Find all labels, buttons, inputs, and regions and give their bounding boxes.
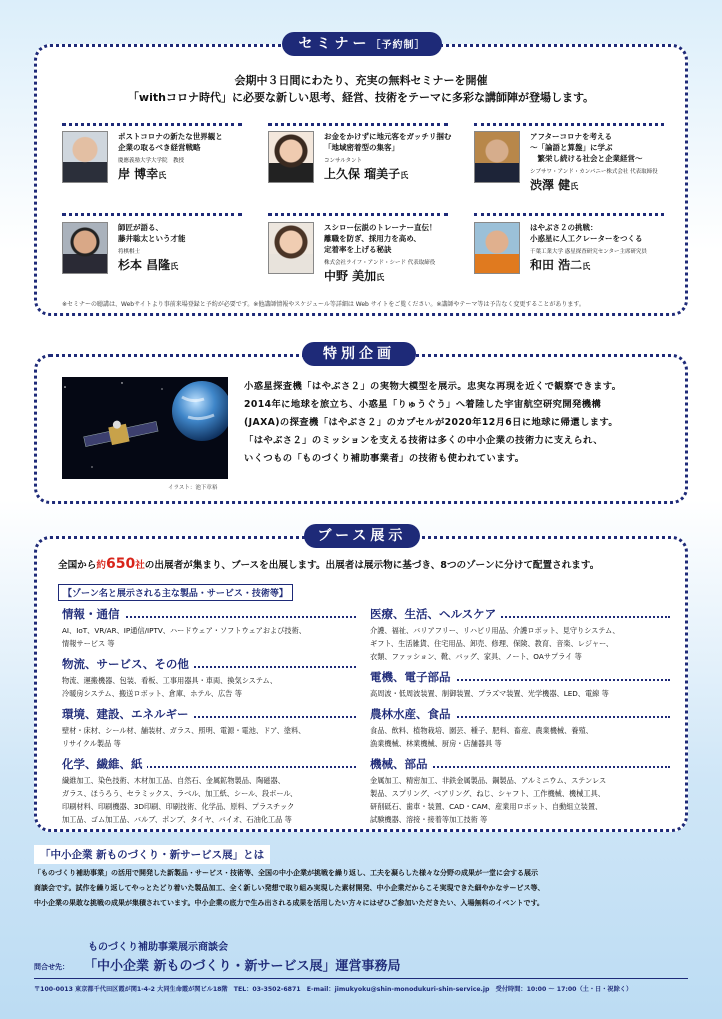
hayabusa-illustration (62, 377, 228, 479)
zone-heading: 農林水産、食品 (370, 706, 670, 724)
zone-heading: 情報・通信 (62, 606, 356, 624)
speaker-card (268, 222, 468, 297)
speaker-divider (268, 213, 448, 216)
speaker-name: 上久保 瑠美子 (324, 167, 401, 181)
speaker-topic: 師匠が語る、 藤井聡太という才能 (118, 223, 186, 243)
speaker-suffix: 氏 (158, 171, 167, 180)
zones-right-column (370, 606, 670, 832)
speaker-card (474, 131, 684, 206)
zone-items: 高周波・低周波装置、制御装置、プラズマ装置、光学機器、LED、電線 等 (370, 689, 609, 698)
footer-divider (34, 978, 688, 979)
speaker-topic: スシロー伝説のトレーナー直伝！ 離職を防ぎ、採用力を高め、 定着率を上げる秘訣 (324, 223, 437, 254)
special-body: 小惑星探査機「はやぶさ２」の実物大模型を展示。忠実な再現を近くで観察できます。 2014年に地球を旅立ち、小惑星「りゅうぐう」へ着陸した宇宙航空研究開発機構 (JAXA)の探査機「はやぶさ２」のカプセルが2020年12月6日に地球に帰還します。 「はやぶさ２」のミッションを支える技術は多くの中小企業の技術力に支えられ、 いくつもの「ものづくり補助事業者」の技術も使われています。 (244, 381, 622, 464)
zone-heading: 機械、部品 (370, 756, 670, 774)
speaker-affiliation: 株式会社ライフ・アンド・シード 代表取締役 (324, 260, 436, 266)
zone-items: 壁材・床材、シール材、舗装材、ガラス、照明、電源・電池、ドア、塗料、 リサイクル製品 等 (62, 726, 306, 748)
speaker-divider (62, 123, 242, 126)
seminar-tag (282, 32, 442, 56)
zone-items: AI、IoT、VR/AR、IP通信/IPTV、ハードウェア・ソフトウェアおよび技術、 情報サービス 等 (62, 626, 306, 648)
zone-items: 繊維加工、染色技術、木材加工品、自然石、金属鉱物製品、陶磁器、 ガラス、ほうろう、セラミックス、ラベル、加工紙、シール、段ボール、 印刷材料、印刷機器、3D印刷、印刷技術、化学品、原料、プラスチック 加工品、ゴム加工品、バルブ、ポンプ、タイヤ、バイオ、石油化工品 等 (62, 776, 298, 824)
special-tag: 特別企画 (302, 342, 416, 366)
speaker-affiliation: 将棋棋士 (118, 249, 141, 255)
contact-label: 問合せ先： (34, 963, 69, 971)
speaker-suffix: 氏 (582, 262, 591, 271)
speaker-affiliation: シブサワ・アンド・カンパニー株式会社 代表取締役 (530, 169, 658, 175)
speaker-name: 中野 美加 (324, 269, 377, 283)
exhibitor-count: 650 (105, 556, 136, 572)
speaker-card (62, 131, 262, 206)
zone-items: 物流、運搬機器、包装、看板、工事用器具・車両、換気システム、 冷暖房システム、搬送ロボット、倉庫、ホテル、広告 等 (62, 676, 278, 698)
spacecraft-icon (82, 413, 159, 451)
speaker-name: 渋澤 健 (530, 178, 571, 192)
speaker-photo (268, 131, 314, 183)
zone-heading: 化学、繊維、紙 (62, 756, 356, 774)
speaker-card (474, 222, 684, 297)
speaker-suffix: 氏 (400, 171, 409, 180)
speaker-name: 岸 博幸 (118, 167, 159, 181)
speaker-topic: お金をかけずに地元客をガッチリ掴む 「地域密着型の集客」 (324, 132, 452, 152)
speaker-suffix: 氏 (170, 262, 179, 271)
seminar-note: ※セミナーの聴講は、Webサイトより事前来場登録と予約が必要です。※他講師情報やスケジュール等詳細は Web サイトをご覧ください。※講師やテーマ等は予告なく変更することがあります。 (62, 301, 585, 308)
speaker-card (62, 222, 262, 297)
earth-icon (172, 381, 228, 441)
seminar-intro (0, 72, 722, 106)
speaker-affiliation: コンサルタント (324, 158, 363, 164)
contact-address: 〒100-0013 東京都千代田区霞が関1-4-2 大同生命霞が関ビル18階 TEL：03-3502-6871 E-mail：jimukyoku@shin-monodukuri-shin-service.jp 受付時間：10:00 〜 17:00（土・日・祝除く） (34, 986, 633, 993)
booth-intro (58, 556, 688, 572)
speaker-card (268, 131, 468, 206)
speaker-suffix: 氏 (376, 273, 385, 282)
booth-tag: ブース展示 (304, 524, 420, 548)
speaker-divider (268, 123, 448, 126)
zone-heading: 環境、建設、エネルギー (62, 706, 356, 724)
booth-intro-suffix: の出展者が集まり、ブースを出展します。出展者は展示物に基づき、8つのゾーンに分けて配置されます。 (144, 560, 600, 571)
speaker-topic: ポストコロナの新たな世界観と 企業の取るべき経営戦略 (118, 132, 223, 152)
zone-heading: 医療、生活、ヘルスケア (370, 606, 670, 624)
speaker-affiliation: 慶應義塾大学大学院 教授 (118, 158, 185, 164)
about-body: 「ものづくり補助事業」の活用で開発した新製品・サービス・技術等、全国の中小企業が挑戦を繰り返し、工夫を凝らした様々な分野の成果が一堂に会する展示 商談会です。試作を繰り返してやっとたどり着いた製品加工、全く新しい発想で取り組み実現した素材開発、中小企業だからこそ実現できた細やかなサービス等、 中小企業の果敢な挑戦の成果が集積されています。中小企業の底力で生み出される成果を活用したい方々にはぜひご参加いただきたい、入場無料のイベントです。 (34, 869, 545, 907)
zone-items: 金属加工、精密加工、非鉄金属製品、鋼製品、アルミニウム、ステンレス 製品、スプリング、ベアリング、ねじ、シャフト、工作機械、機械工具、 研削砥石、歯車・装置、CAD・CAM、産業用ロボット、自動組立装置、 試験機器、溶接・接着等加工技術 等 (370, 776, 607, 824)
illustration-caption: イラスト：池下章裕 (168, 485, 218, 491)
space-scene (62, 377, 228, 479)
speaker-photo (62, 131, 108, 183)
booth-intro-prefix: 全国から (58, 560, 97, 571)
speaker-photo (268, 222, 314, 274)
speaker-name: 杉本 昌隆 (118, 258, 171, 272)
speaker-photo (62, 222, 108, 274)
contact-org: ものづくり補助事業展示商談会 (88, 942, 228, 953)
seminar-tag-sub: ［予約制］ (370, 40, 426, 51)
speaker-photo (474, 222, 520, 274)
zone-heading: 物流、サービス、その他 (62, 656, 356, 674)
zones-header: 【ゾーン名と展示される主な製品・サービス・技術等】 (58, 584, 293, 601)
speaker-divider (474, 213, 664, 216)
zone-items: 介護、福祉、バリアフリー、リハビリ用品、介護ロボット、見守りシステム、 ギフト、生活雑貨、住宅用品、卸売、修理、保険、教育、音楽、レジャー、 衣類、ファッション、靴、バッグ、家具、ノート、OAサプライ 等 (370, 626, 620, 661)
zone-items: 食品、飲料、植物栽培、園芸、種子、肥料、畜産、農業機械、養殖、 漁業機械、林業機械、厨房・店舗器具 等 (370, 726, 593, 748)
seminar-intro-line1: 会期中３日間にわたり、充実の無料セミナーを開催 (234, 74, 488, 87)
contact-office: 「中小企業 新ものづくり・新サービス展」運営事務局 (84, 959, 401, 974)
seminar-tag-main: セミナー (298, 36, 371, 52)
speaker-topic: はやぶさ２の挑戦： 小惑星に人工クレーターをつくる (530, 223, 643, 243)
speaker-divider (474, 123, 664, 126)
zone-heading: 電機、電子部品 (370, 669, 670, 687)
about-title: 「中小企業 新ものづくり・新サービス展」とは (34, 845, 270, 864)
booth-intro-approx: 約 (96, 560, 106, 571)
speaker-name: 和田 浩二 (530, 258, 583, 272)
booth-intro-unit: 社 (135, 560, 145, 571)
speaker-topic: アフターコロナを考える 〜「論語と算盤」に学ぶ 繁栄し続ける社会と企業経営〜 (530, 132, 643, 163)
speaker-affiliation: 千葉工業大学 惑星探査研究センター主席研究員 (530, 249, 648, 255)
speaker-suffix: 氏 (570, 182, 579, 191)
speaker-photo (474, 131, 520, 183)
seminar-intro-line2: 「withコロナ時代」に必要な新しい思考、経営、技術をテーマに多彩な講師陣が登場します。 (127, 91, 595, 104)
zones-left-column (62, 606, 356, 832)
speaker-divider (62, 213, 242, 216)
